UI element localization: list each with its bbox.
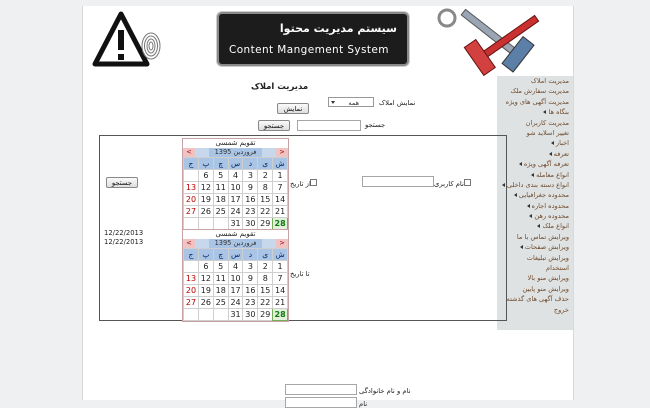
- prev-month-button[interactable]: <: [183, 148, 195, 157]
- calendar-day[interactable]: 28: [274, 219, 286, 228]
- username-label: نام کاربری: [434, 180, 464, 188]
- sidebar-item[interactable]: ویرایش تماس با ما: [516, 232, 569, 241]
- filter-select[interactable]: [328, 97, 374, 107]
- calendar-day[interactable]: 2: [258, 170, 273, 182]
- calendar-day: [198, 309, 213, 321]
- calendar-day-header: ش: [273, 249, 288, 261]
- calendar-day[interactable]: 20: [184, 194, 199, 206]
- banner-title-en: Content Mangement System: [229, 44, 389, 56]
- calendar-day[interactable]: 30: [243, 309, 258, 321]
- calendar-day[interactable]: 11: [213, 273, 228, 285]
- calendar-day[interactable]: 5: [213, 261, 228, 273]
- sidebar-item[interactable]: انواع دسته بندی داخلی: [497, 180, 573, 190]
- calendar-day[interactable]: 20: [184, 285, 199, 297]
- calendar-day[interactable]: 21: [273, 206, 288, 218]
- calendar-title: تقویم شمسی: [183, 230, 288, 239]
- header: [83, 6, 573, 74]
- calendar-day[interactable]: 22: [258, 297, 273, 309]
- calendar-day[interactable]: 25: [213, 206, 228, 218]
- calendar-day[interactable]: 19: [198, 285, 213, 297]
- date-value-2: 12/22/2013: [104, 238, 144, 246]
- sidebar-item[interactable]: استخدام: [546, 264, 569, 273]
- show-label: نمایش املاک: [379, 99, 416, 107]
- calendar-day[interactable]: 21: [273, 297, 288, 309]
- calendar-day[interactable]: 9: [243, 273, 258, 285]
- calendar-day[interactable]: 29: [258, 309, 273, 321]
- filter-select-value: همه: [348, 99, 359, 107]
- sidebar-item[interactable]: ویرایش منو پایین: [522, 284, 569, 293]
- calendar-day: [184, 170, 199, 182]
- calendar-day[interactable]: 12: [198, 273, 213, 285]
- page-title: مدیریت املاک: [251, 82, 309, 92]
- fullname-input[interactable]: [285, 384, 357, 395]
- calendar-day[interactable]: 10: [228, 273, 243, 285]
- calendar-day-header: س: [228, 249, 243, 261]
- username-checkbox[interactable]: [464, 179, 471, 186]
- calendar-day[interactable]: 1: [273, 170, 288, 182]
- calendar-day-header: ی: [258, 158, 273, 170]
- calendar-day[interactable]: 3: [243, 261, 258, 273]
- second-field-label: نام: [359, 400, 368, 408]
- calendar-day[interactable]: 15: [258, 194, 273, 206]
- calendar-day-header: د: [243, 249, 258, 261]
- calendar-day[interactable]: 8: [258, 182, 273, 194]
- calendar-day[interactable]: 12: [198, 182, 213, 194]
- cms-banner: [219, 14, 407, 64]
- sidebar-item[interactable]: مدیریت کاربران: [525, 118, 569, 127]
- calendar-day[interactable]: 18: [213, 285, 228, 297]
- calendar-day[interactable]: 27: [184, 206, 199, 218]
- calendar-day[interactable]: 14: [273, 285, 288, 297]
- calendar-day: [213, 309, 228, 321]
- calendar-day[interactable]: 7: [273, 182, 288, 194]
- calendar-day[interactable]: 10: [228, 182, 243, 194]
- second-field-input[interactable]: [285, 397, 357, 408]
- calendar-day[interactable]: 27: [184, 297, 199, 309]
- tools-icon: [433, 6, 563, 74]
- show-button[interactable]: نمایش: [277, 103, 309, 114]
- calendar-day-header: س: [228, 158, 243, 170]
- sidebar-item[interactable]: اخبار: [497, 138, 573, 148]
- calendar-day: [213, 218, 228, 230]
- calendar-nav: [183, 148, 288, 157]
- calendar-day-header: ج: [184, 249, 199, 261]
- date-value-1: 12/22/2013: [104, 229, 144, 237]
- prev-month-button[interactable]: <: [183, 239, 195, 248]
- sidebar-item[interactable]: حذف آگهی های گذشته: [506, 295, 569, 304]
- calendar-day-header: چ: [213, 249, 228, 261]
- calendar-day[interactable]: 17: [228, 285, 243, 297]
- sidebar-item[interactable]: مدیریت املاک: [530, 77, 569, 85]
- calendar-day[interactable]: 2: [258, 261, 273, 273]
- calendar-day[interactable]: 14: [273, 194, 288, 206]
- sidebar-item[interactable]: ویرایش صفحات: [497, 242, 573, 252]
- next-month-button[interactable]: >: [276, 148, 288, 157]
- calendar-day[interactable]: 31: [228, 218, 243, 230]
- username-input[interactable]: [362, 176, 434, 187]
- search-input[interactable]: [297, 120, 361, 131]
- calendar-day[interactable]: 17: [228, 194, 243, 206]
- calendar-day[interactable]: 15: [258, 285, 273, 297]
- calendar-day[interactable]: 24: [228, 297, 243, 309]
- calendar-day: [198, 218, 213, 230]
- sidebar: [497, 76, 573, 330]
- calendar-day[interactable]: 9: [243, 182, 258, 194]
- from-date-checkbox[interactable]: [310, 179, 317, 186]
- calendar-day[interactable]: 23: [243, 297, 258, 309]
- sidebar-item[interactable]: مدیریت سفارش ملک: [510, 87, 569, 96]
- calendar-day[interactable]: 30: [243, 218, 258, 230]
- calendar-day[interactable]: 6: [198, 261, 213, 273]
- sidebar-item[interactable]: تعرفه آگهی ویژه: [497, 159, 573, 169]
- calendar-day[interactable]: 31: [228, 309, 243, 321]
- sidebar-item[interactable]: مدیریت آگهی های ویژه: [505, 97, 569, 106]
- chevron-down-icon: [331, 101, 335, 106]
- calendar-day[interactable]: 6: [198, 170, 213, 182]
- calendar-day[interactable]: 8: [258, 273, 273, 285]
- calendar-month[interactable]: 1395 فروردین: [209, 239, 263, 248]
- filter-panel: [99, 135, 507, 321]
- calendar-day[interactable]: 4: [228, 170, 243, 182]
- calendar-day: [184, 261, 199, 273]
- calendar-day-header: چ: [213, 158, 228, 170]
- search-button[interactable]: جستجو: [258, 120, 290, 131]
- calendar-nav: [183, 239, 288, 248]
- search-label: جستجو: [365, 121, 386, 129]
- calendar-day-header: پ: [198, 158, 213, 170]
- calendar-month[interactable]: 1395 فروردین: [209, 148, 263, 157]
- sidebar-item[interactable]: انواع معامله: [497, 170, 573, 180]
- calendar-day[interactable]: 3: [243, 170, 258, 182]
- calendar-day[interactable]: 16: [243, 285, 258, 297]
- sidebar-item[interactable]: ویرایش تبلیغات: [526, 253, 569, 262]
- from-date-label: از تاریخ: [290, 180, 311, 188]
- calendar-day[interactable]: 5: [213, 170, 228, 182]
- calendar-day[interactable]: 19: [198, 194, 213, 206]
- calendar-day-header: پ: [198, 249, 213, 261]
- from-date-calendar: [182, 138, 289, 231]
- sidebar-item[interactable]: محدوده رهن: [497, 211, 573, 221]
- calendar-day[interactable]: 26: [198, 297, 213, 309]
- next-month-button[interactable]: >: [276, 239, 288, 248]
- calendar-day[interactable]: 18: [213, 194, 228, 206]
- calendar-title: تقویم شمسی: [183, 139, 288, 148]
- sidebar-item[interactable]: خروج: [553, 305, 569, 314]
- calendar-day[interactable]: 23: [243, 206, 258, 218]
- calendar-day-header: ی: [258, 249, 273, 261]
- sidebar-item[interactable]: تغییر اسلاید شو: [526, 128, 569, 137]
- sidebar-item[interactable]: انواع ملک: [497, 221, 573, 231]
- calendar-day[interactable]: 4: [228, 261, 243, 273]
- search-button-2[interactable]: جستجو: [106, 177, 138, 188]
- page: [82, 6, 574, 408]
- sidebar-item[interactable]: تعرفه: [497, 149, 573, 159]
- to-date-calendar: [182, 229, 289, 322]
- sidebar-item[interactable]: محدوده اجاره: [497, 201, 573, 211]
- banner-title-fa: سیستم مدیریت محتوا: [279, 22, 397, 35]
- warning-icon: [93, 10, 163, 72]
- sidebar-item[interactable]: بنگاه ها: [497, 107, 573, 117]
- calendar-day[interactable]: 29: [258, 218, 273, 230]
- to-date-label: تا تاریخ: [290, 270, 310, 278]
- calendar-day[interactable]: 7: [273, 273, 288, 285]
- calendar-day[interactable]: 11: [213, 182, 228, 194]
- sidebar-item[interactable]: محدوده جغرافیایی: [497, 190, 573, 200]
- sidebar-item[interactable]: ویرایش منو بالا: [527, 274, 569, 283]
- calendar-day-header: ش: [273, 158, 288, 170]
- fullname-label: نام و نام خانوادگی: [359, 387, 411, 395]
- calendar-day[interactable]: 24: [228, 206, 243, 218]
- calendar-day[interactable]: 25: [213, 297, 228, 309]
- calendar-day: [184, 309, 199, 321]
- calendar-day[interactable]: 16: [243, 194, 258, 206]
- calendar-day-header: د: [243, 158, 258, 170]
- calendar-day[interactable]: 13: [184, 182, 199, 194]
- calendar-day[interactable]: 26: [198, 206, 213, 218]
- calendar-day[interactable]: 13: [184, 273, 199, 285]
- calendar-day[interactable]: 1: [273, 261, 288, 273]
- fingerprint-icon: [142, 33, 160, 59]
- calendar-day: [184, 218, 199, 230]
- calendar-day-header: ج: [184, 158, 199, 170]
- calendar-day[interactable]: 28: [274, 310, 286, 319]
- calendar-day[interactable]: 22: [258, 206, 273, 218]
